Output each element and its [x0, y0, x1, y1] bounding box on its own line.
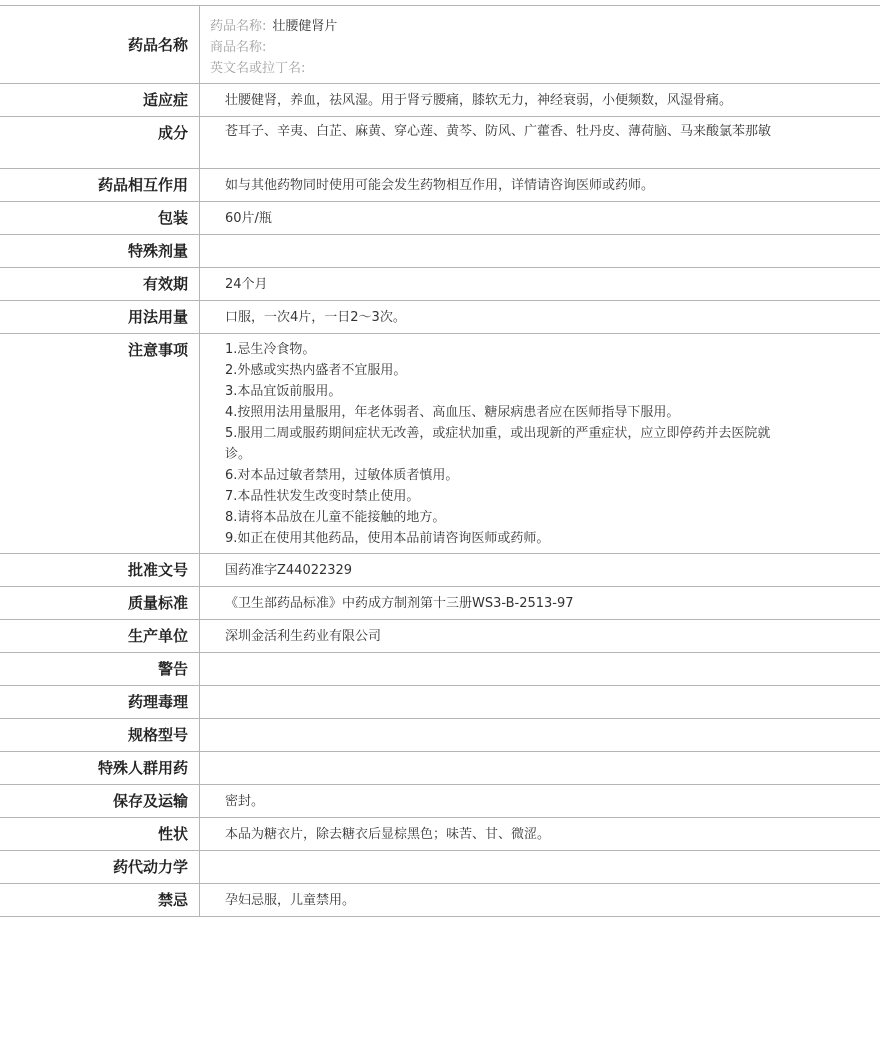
label-approval-number: 批准文号: [0, 554, 200, 586]
row-pharmacokinetics: [0, 851, 880, 884]
label-indications: 适应症: [0, 84, 200, 116]
trade-name-line: [210, 37, 880, 58]
value-shelf-life: 24个月: [225, 277, 268, 292]
row-special-populations: [0, 752, 880, 785]
label-usage: 用法用量: [0, 301, 200, 333]
row-warning: [0, 653, 880, 686]
value-special-populations: [200, 752, 880, 784]
precaution-item: 4.按照用法用量服用，年老体弱者、高血压、糖尿病患者应在医师指导下服用。: [225, 405, 680, 420]
generic-name-key: 药品名称:: [210, 19, 267, 34]
precaution-item: 5.服用二周或服药期间症状无改善，或症状加重，或出现新的严重症状，应立即停药并去医院就诊。: [225, 426, 771, 462]
label-specification: 规格型号: [0, 719, 200, 751]
precaution-item: 9.如正在使用其他药品，使用本品前请咨询医师或药师。: [225, 531, 550, 546]
value-quality-standard: 《卫生部药品标准》中药成方制剂第十三册WS3-B-2513-97: [225, 596, 574, 611]
precaution-item: 2.外感或实热内盛者不宜服用。: [225, 363, 407, 378]
row-storage: [0, 785, 880, 818]
row-specification: [0, 719, 880, 752]
row-approval-number: [0, 554, 880, 587]
value-drug-name: [200, 6, 880, 83]
value-packaging: 60片/瓶: [225, 211, 272, 226]
english-name-key: 英文名或拉丁名:: [210, 61, 306, 76]
label-pharmacokinetics: 药代动力学: [0, 851, 200, 883]
value-specification: [200, 719, 880, 751]
label-ingredients: 成分: [0, 117, 200, 168]
value-manufacturer: 深圳金活利生药业有限公司: [225, 629, 382, 644]
row-ingredients: [0, 117, 880, 169]
label-special-populations: 特殊人群用药: [0, 752, 200, 784]
value-storage: 密封。: [225, 794, 265, 809]
label-special-dosage: 特殊剂量: [0, 235, 200, 267]
trade-name-key: 商品名称:: [210, 40, 267, 55]
label-appearance: 性状: [0, 818, 200, 850]
value-approval-number: 国药准字Z44022329: [225, 563, 353, 578]
value-precautions: [200, 334, 880, 553]
generic-name-value: 壮腰健肾片: [272, 19, 338, 34]
precaution-item: 8.请将本品放在儿童不能接触的地方。: [225, 510, 446, 525]
row-pharmacology: [0, 686, 880, 719]
label-storage: 保存及运输: [0, 785, 200, 817]
row-quality-standard: [0, 587, 880, 620]
drug-info-table: [0, 5, 880, 917]
row-indications: [0, 84, 880, 117]
precaution-item: 6.对本品过敏者禁用，过敏体质者慎用。: [225, 468, 459, 483]
row-shelf-life: [0, 268, 880, 301]
row-special-dosage: [0, 235, 880, 268]
precaution-item: 7.本品性状发生改变时禁止使用。: [225, 489, 420, 504]
value-appearance: 本品为糖衣片，除去糖衣后显棕黑色；味苦、甘、微涩。: [225, 827, 551, 842]
row-contraindications: [0, 884, 880, 917]
label-packaging: 包装: [0, 202, 200, 234]
label-quality-standard: 质量标准: [0, 587, 200, 619]
value-usage: 口服，一次4片，一日2～3次。: [225, 310, 406, 325]
value-ingredients: 苍耳子、辛夷、白芷、麻黄、穿心莲、黄芩、防风、广藿香、牡丹皮、薄荷脑、马来酸氯苯那敏: [225, 124, 772, 139]
row-precautions: [0, 334, 880, 554]
value-pharmacology: [200, 686, 880, 718]
label-drug-name: 药品名称: [0, 6, 200, 83]
value-special-dosage: [200, 235, 880, 267]
label-contraindications: 禁忌: [0, 884, 200, 916]
row-appearance: [0, 818, 880, 851]
precaution-item: 1.忌生冷食物。: [225, 342, 316, 357]
label-warning: 警告: [0, 653, 200, 685]
row-drug-name: [0, 6, 880, 84]
row-packaging: [0, 202, 880, 235]
value-indications: 壮腰健肾，养血，祛风湿。用于肾亏腰痛，膝软无力，神经衰弱，小便频数，风湿骨痛。: [225, 93, 733, 108]
label-shelf-life: 有效期: [0, 268, 200, 300]
label-interactions: 药品相互作用: [0, 169, 200, 201]
english-name-line: [210, 58, 880, 79]
row-manufacturer: [0, 620, 880, 653]
value-interactions: 如与其他药物同时使用可能会发生药物相互作用，详情请咨询医师或药师。: [225, 178, 655, 193]
row-usage: [0, 301, 880, 334]
label-pharmacology: 药理毒理: [0, 686, 200, 718]
value-pharmacokinetics: [200, 851, 880, 883]
value-warning: [200, 653, 880, 685]
precaution-item: 3.本品宜饭前服用。: [225, 384, 342, 399]
label-manufacturer: 生产单位: [0, 620, 200, 652]
label-precautions: 注意事项: [0, 334, 200, 553]
row-interactions: [0, 169, 880, 202]
value-contraindications: 孕妇忌服，儿童禁用。: [225, 893, 356, 908]
generic-name-line: [210, 16, 880, 37]
